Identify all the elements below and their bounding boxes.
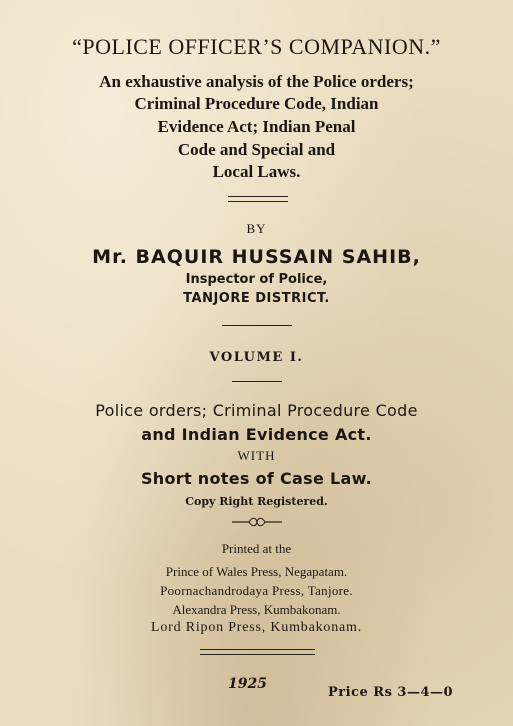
- subtitle-line-3: Evidence Act; Indian Penal: [157, 117, 356, 136]
- contents-line-1: Police orders; Criminal Procedure Code: [95, 401, 418, 420]
- divider-rule-top-2: [228, 201, 288, 202]
- ornament-flourish: [231, 516, 283, 528]
- publication-year: 1925: [228, 676, 267, 692]
- divider-rule-volume: [232, 381, 282, 382]
- divider-rule-mid: [222, 325, 292, 326]
- press-line-2: Poornachandrodaya Press, Tanjore.: [160, 583, 353, 598]
- press-line-1: Prince of Wales Press, Negapatam.: [165, 564, 348, 579]
- subtitle-line-4: Code and Special and: [177, 140, 336, 159]
- press-line-4: Lord Ripon Press, Kumbakonam.: [150, 620, 363, 635]
- copyright-notice: Copy Right Registered.: [185, 495, 328, 508]
- divider-rule-bottom-2: [200, 654, 315, 655]
- printed-at-label: Printed at the: [221, 541, 292, 556]
- subtitle-line-2: Criminal Procedure Code, Indian: [134, 94, 379, 113]
- with-label: WITH: [237, 448, 276, 463]
- by-label: BY: [246, 221, 267, 236]
- subtitle-line-1: An exhaustive analysis of the Police orders;: [99, 72, 414, 91]
- price-label: Price Rs 3—4—0: [328, 685, 454, 700]
- press-line-3: Alexandra Press, Kumbakonam.: [172, 602, 341, 617]
- divider-rule-bottom-1: [200, 649, 315, 650]
- author-rank: Inspector of Police,: [185, 272, 328, 287]
- divider-rule-top-1: [228, 196, 288, 197]
- book-title: “POLICE OFFICER’S COMPANION.”: [72, 34, 441, 59]
- volume-label: VOLUME I.: [209, 350, 304, 365]
- subtitle-line-5: Local Laws.: [212, 162, 301, 181]
- case-law-notes: Short notes of Case Law.: [140, 469, 373, 488]
- contents-line-2: and Indian Evidence Act.: [141, 425, 372, 444]
- author-name: Mr. BAQUIR HUSSAIN SAHIB,: [92, 246, 421, 268]
- author-district: TANJORE DISTRICT.: [183, 291, 330, 306]
